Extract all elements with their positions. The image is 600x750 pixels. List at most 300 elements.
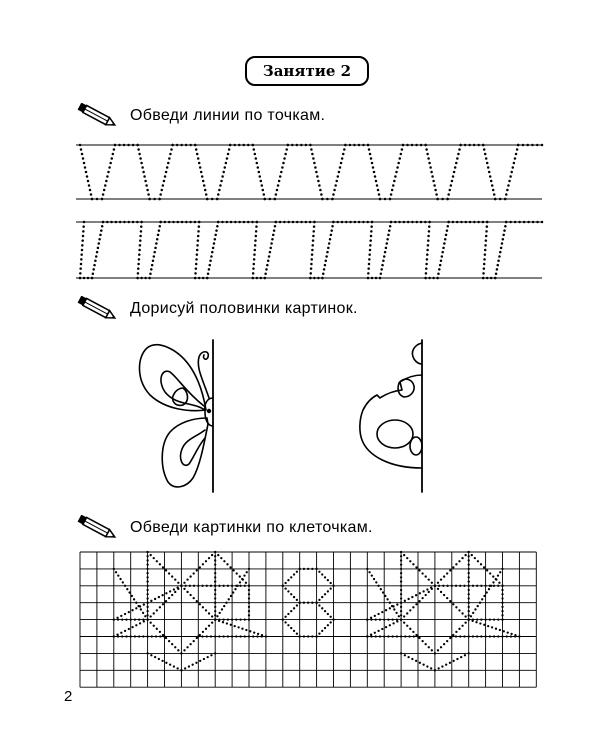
trace-dot: [411, 596, 413, 598]
trace-dot: [146, 606, 148, 608]
trace-dot: [247, 144, 250, 147]
trace-dot: [188, 665, 190, 667]
trace-dot: [124, 585, 126, 587]
trace-dot: [189, 144, 192, 147]
trace-dot: [412, 631, 414, 633]
trace-dot: [278, 180, 281, 183]
trace-dot: [385, 247, 388, 250]
trace-dot: [427, 235, 430, 238]
trace-dot: [174, 591, 176, 593]
trace-dot: [518, 635, 520, 637]
trace-dot: [283, 221, 286, 224]
trace-dot: [214, 597, 216, 599]
trace-dot: [425, 594, 427, 596]
trace-dot: [420, 144, 423, 147]
trace-dot: [290, 610, 292, 612]
trace-dot: [477, 144, 480, 147]
trace-dot: [309, 272, 312, 275]
trace-dot: [83, 277, 86, 280]
trace-dot: [344, 144, 347, 147]
trace-dot: [79, 267, 82, 270]
trace-dot: [211, 554, 213, 556]
trace-dot: [157, 234, 160, 237]
trace-dot: [226, 563, 228, 565]
trace-dot: [132, 221, 135, 224]
trace-dot: [307, 635, 309, 637]
trace-dot: [426, 253, 429, 256]
trace-dot: [137, 267, 140, 270]
trace-dot: [192, 664, 194, 666]
trace-dot: [224, 166, 227, 169]
trace-dot: [299, 568, 301, 570]
dotted-zigzag-row-2: [76, 221, 543, 280]
trace-dot: [169, 590, 171, 592]
trace-dot: [431, 175, 434, 178]
trace-dot: [174, 579, 176, 581]
trace-dot: [282, 162, 285, 165]
trace-dot: [428, 162, 431, 165]
trace-dot: [475, 621, 477, 623]
trace-dot: [257, 633, 259, 635]
trace-dot: [214, 551, 216, 553]
trace-dot: [536, 221, 539, 224]
trace-dot: [484, 253, 487, 256]
trace-dot: [396, 620, 398, 622]
trace-dot: [541, 221, 544, 224]
trace-dot: [315, 171, 318, 174]
trace-dot: [136, 221, 139, 224]
trace-dot: [270, 242, 273, 245]
trace-dot: [193, 572, 195, 574]
trace-dot: [441, 198, 444, 201]
trace-dot: [195, 263, 198, 266]
trace-dot: [141, 166, 144, 169]
trace-dot: [323, 268, 326, 271]
trace-dot: [139, 235, 142, 238]
trace-dot: [482, 272, 485, 275]
trace-dot: [498, 582, 500, 584]
trace-dot: [313, 221, 316, 224]
trace-dot: [244, 635, 246, 637]
trace-dot: [419, 662, 421, 664]
trace-dot: [468, 572, 470, 574]
trace-dot: [447, 193, 450, 196]
trace-dot: [252, 267, 255, 270]
trace-dot: [386, 238, 389, 241]
trace-dot: [430, 667, 432, 669]
trace-dot: [428, 277, 431, 280]
trace-dot: [185, 221, 188, 224]
trace-dot: [169, 153, 172, 156]
trace-dot: [226, 221, 229, 224]
trace-dot: [87, 180, 90, 183]
trace-dot: [337, 175, 340, 178]
trace-dot: [287, 624, 289, 626]
trace-dot: [159, 635, 161, 637]
trace-dot: [502, 234, 505, 237]
trace-dot: [452, 221, 455, 224]
trace-dot: [287, 144, 290, 147]
trace-dot: [330, 582, 332, 584]
trace-dot: [483, 267, 486, 270]
trace-dot: [130, 635, 132, 637]
trace-dot: [87, 277, 90, 280]
trace-dot: [214, 559, 216, 561]
trace-dot: [377, 613, 379, 615]
trace-dot: [259, 175, 262, 178]
trace-dot: [150, 622, 152, 624]
trace-dot: [311, 244, 314, 247]
trace-dot: [517, 144, 520, 147]
trace-dot: [223, 560, 225, 562]
trace-dot: [472, 612, 474, 614]
trace-dot: [500, 247, 503, 250]
trace-dot: [431, 582, 433, 584]
trace-dot: [118, 144, 121, 147]
trace-dot: [312, 230, 315, 233]
trace-dot: [400, 572, 402, 574]
trace-dot: [486, 162, 489, 165]
trace-dot: [253, 253, 256, 256]
trace-dot: [311, 253, 314, 256]
trace-dot: [332, 193, 335, 196]
trace-dot: [89, 189, 92, 192]
trace-dot: [203, 658, 205, 660]
trace-dot: [168, 640, 170, 642]
trace-dot: [229, 144, 232, 147]
trace-dot: [380, 588, 382, 590]
trace-dot: [88, 184, 91, 187]
trace-dot: [218, 189, 221, 192]
trace-dot: [332, 221, 335, 224]
trace-dot: [457, 153, 460, 156]
trace-dot: [215, 229, 218, 232]
trace-dot: [442, 247, 445, 250]
trace-dot: [264, 272, 267, 275]
trace-dot: [99, 234, 102, 237]
trace-dot: [229, 566, 231, 568]
trace-dot: [186, 591, 188, 593]
trace-dot: [483, 566, 485, 568]
trace-dot: [254, 244, 257, 247]
trace-dot: [85, 171, 88, 174]
trace-dot: [225, 602, 227, 604]
trace-dot: [107, 171, 110, 174]
trace-dot: [217, 554, 219, 556]
trace-dot: [482, 277, 485, 280]
trace-dot: [244, 585, 246, 587]
trace-dot: [495, 628, 497, 630]
trace-dot: [403, 221, 406, 224]
trace-dot: [255, 157, 257, 160]
trace-dot: [299, 635, 301, 637]
trace-dot: [189, 221, 192, 224]
trace-dot: [311, 153, 314, 156]
trace-dot: [152, 260, 155, 263]
trace-dot: [104, 184, 107, 187]
trace-dot: [180, 144, 183, 147]
trace-dot: [196, 153, 199, 156]
trace-dot: [262, 189, 265, 192]
trace-dot: [241, 578, 243, 580]
page-number: 2: [64, 688, 73, 705]
trace-dot: [491, 184, 494, 187]
trace-dot: [332, 618, 334, 620]
trace-dot: [214, 580, 216, 582]
trace-dot: [252, 272, 255, 275]
trace-dot: [239, 618, 241, 620]
trace-dot: [247, 221, 250, 224]
trace-dot: [425, 263, 428, 266]
trace-dot: [418, 569, 420, 571]
trace-dot: [156, 628, 158, 630]
trace-dot: [91, 198, 94, 201]
trace-dot: [144, 180, 147, 183]
trace-dot: [330, 621, 332, 623]
trace-dot: [386, 598, 388, 600]
trace-dot: [518, 221, 521, 224]
trace-dot: [387, 234, 390, 237]
trace-dot: [326, 251, 329, 254]
trace-dot: [456, 157, 459, 160]
trace-dot: [202, 631, 204, 633]
trace-dot: [380, 272, 383, 275]
trace-dot: [482, 221, 485, 224]
trace-dot: [515, 153, 518, 156]
trace-dot: [219, 184, 222, 187]
trace-dot: [204, 189, 207, 192]
trace-dot: [105, 180, 108, 183]
trace-dot: [125, 635, 127, 637]
trace-dot: [345, 221, 348, 224]
trace-dot: [480, 585, 482, 587]
trace-dot: [189, 594, 191, 596]
trace-dot: [98, 242, 101, 245]
trace-dot: [516, 148, 519, 151]
trace-dot: [367, 272, 370, 275]
trace-dot: [82, 230, 85, 233]
trace-dot: [170, 148, 173, 151]
trace-dot: [324, 610, 326, 612]
trace-dot: [106, 221, 109, 224]
trace-dot: [407, 656, 409, 658]
trace-dot: [194, 221, 197, 224]
trace-dot: [409, 628, 411, 630]
trace-dot: [197, 157, 200, 160]
trace-dot: [248, 593, 250, 595]
trace-dot: [321, 630, 323, 632]
trace-dot: [197, 235, 200, 238]
trace-dot: [452, 603, 454, 605]
trace-dot: [101, 225, 104, 228]
trace-dot: [102, 193, 105, 196]
trace-dot: [480, 563, 482, 565]
trace-dot: [493, 193, 496, 196]
trace-dot: [426, 588, 428, 590]
trace-dot: [214, 614, 216, 616]
trace-dot: [495, 578, 497, 580]
trace-dot: [252, 277, 255, 280]
trace-dot: [248, 602, 250, 604]
trace-dot: [296, 144, 299, 147]
trace-dot: [81, 249, 84, 252]
trace-dot: [384, 198, 387, 201]
trace-dot: [443, 242, 446, 245]
trace-dot: [146, 576, 148, 578]
trace-dot: [501, 602, 503, 604]
trace-dot: [374, 632, 376, 634]
trace-dot: [384, 251, 387, 254]
trace-dot: [510, 171, 513, 174]
trace-dot: [95, 255, 98, 258]
trace-dot: [163, 180, 166, 183]
trace-dot: [126, 588, 128, 590]
trace-dot: [407, 221, 410, 224]
trace-dot: [239, 581, 241, 583]
trace-dot: [435, 193, 438, 196]
trace-dot: [455, 631, 457, 633]
trace-dot: [162, 184, 165, 187]
trace-dot: [243, 221, 246, 224]
trace-dot: [380, 268, 383, 271]
trace-dot: [83, 221, 86, 224]
trace-dot: [115, 221, 118, 224]
trace-dot: [422, 590, 424, 592]
trace-dot: [492, 575, 494, 577]
trace-dot: [205, 560, 207, 562]
trace-dot: [96, 251, 99, 254]
trace-dot: [282, 618, 284, 620]
trace-dot: [366, 618, 368, 620]
trace-dot: [202, 180, 205, 183]
trace-dot: [440, 579, 442, 581]
trace-dot: [379, 618, 381, 620]
trace-dot: [148, 277, 151, 280]
trace-dot: [128, 628, 130, 630]
trace-dot: [468, 144, 471, 147]
trace-dot: [156, 238, 159, 241]
trace-dot: [331, 225, 334, 228]
trace-dot: [194, 272, 197, 275]
trace-dot: [206, 585, 208, 587]
trace-dot: [248, 606, 250, 608]
trace-dot: [177, 582, 179, 584]
trace-dot: [507, 631, 509, 633]
trace-dot: [330, 587, 332, 589]
trace-dot: [81, 239, 84, 242]
trace-dot: [426, 249, 429, 252]
trace-dot: [527, 221, 530, 224]
trace-dot: [427, 244, 430, 247]
trace-dot: [445, 664, 447, 666]
trace-dot: [206, 635, 208, 637]
trace-dot: [461, 625, 463, 627]
trace-dot: [420, 221, 423, 224]
trace-dot: [392, 618, 394, 620]
trace-dot: [493, 635, 495, 637]
trace-dot: [371, 277, 374, 280]
trace-dot: [415, 603, 417, 605]
trace-dot: [146, 551, 148, 553]
trace-dot: [386, 242, 389, 245]
trace-dot: [287, 613, 289, 615]
trace-dot: [186, 646, 188, 648]
trace-dot: [483, 258, 486, 261]
trace-dot: [222, 621, 224, 623]
trace-dot: [459, 635, 461, 637]
trace-dot: [338, 171, 341, 174]
trace-dot: [291, 144, 294, 147]
trace-dot: [199, 566, 201, 568]
trace-dot: [146, 564, 148, 566]
trace-dot: [311, 249, 314, 252]
trace-dot: [377, 189, 380, 192]
trace-dot: [341, 157, 344, 160]
trace-dot: [396, 603, 398, 605]
trace-dot: [120, 615, 122, 617]
trace-dot: [456, 221, 459, 224]
trace-dot: [375, 618, 377, 620]
trace-dot: [406, 612, 408, 614]
trace-dot: [400, 559, 402, 561]
trace-dot: [494, 198, 497, 201]
trace-dot: [451, 180, 454, 183]
trace-dot: [131, 609, 133, 611]
trace-dot: [212, 247, 215, 250]
trace-dot: [214, 652, 216, 654]
trace-dot: [485, 230, 488, 233]
trace-dot: [158, 658, 160, 660]
trace-dot: [145, 184, 148, 187]
trace-dot: [214, 555, 216, 557]
trace-dot: [453, 171, 456, 174]
trace-dot: [180, 585, 182, 587]
trace-dot: [468, 652, 470, 654]
trace-dot: [484, 635, 486, 637]
trace-dot: [310, 267, 313, 270]
trace-dot: [388, 229, 391, 232]
trace-dot: [127, 221, 130, 224]
trace-dot: [315, 635, 317, 637]
trace-dot: [455, 635, 457, 637]
trace-dot: [277, 184, 280, 187]
trace-dot: [205, 193, 208, 196]
trace-dot: [216, 225, 219, 228]
trace-dot: [426, 258, 429, 261]
trace-dot: [397, 162, 400, 165]
trace-dot: [321, 596, 323, 598]
trace-dot: [92, 272, 95, 275]
trace-dot: [275, 221, 278, 224]
trace-dot: [159, 221, 162, 224]
trace-dot: [522, 144, 525, 147]
trace-dot: [227, 618, 229, 620]
trace-dot: [232, 569, 234, 571]
trace-dot: [253, 631, 255, 633]
trace-dot: [407, 598, 409, 600]
trace-dot: [446, 585, 448, 587]
trace-dot: [284, 153, 287, 156]
trace-dot: [315, 602, 317, 604]
trace-dot: [208, 268, 211, 271]
trace-dot: [183, 588, 185, 590]
trace-dot: [217, 221, 220, 224]
trace-dot: [444, 238, 447, 241]
trace-dot: [318, 571, 320, 573]
trace-dot: [370, 635, 372, 637]
trace-dot: [428, 646, 430, 648]
trace-dot: [455, 585, 457, 587]
